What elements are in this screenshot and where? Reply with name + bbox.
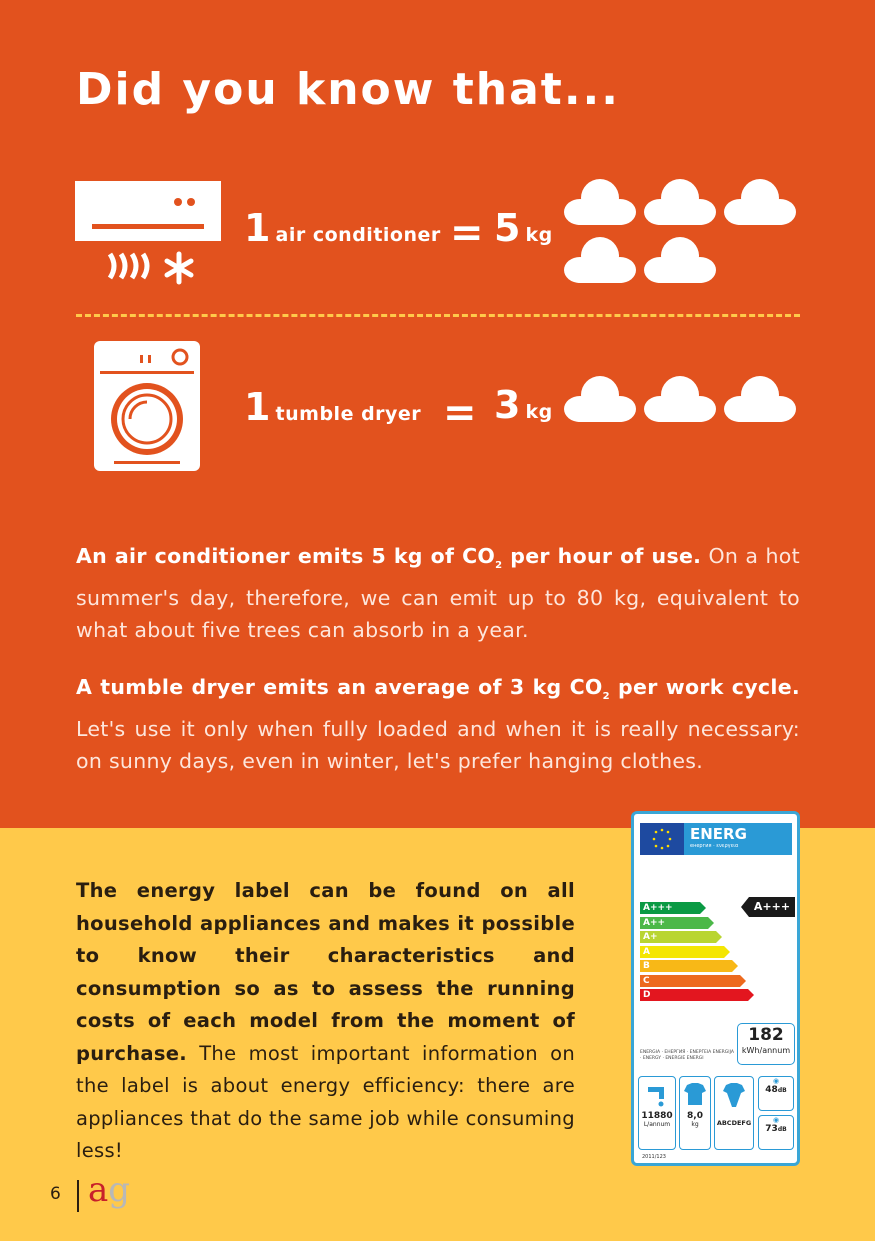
eu-flag-icon (640, 823, 684, 855)
ac-item: air conditioner (275, 224, 441, 246)
logo-letter-g: g (108, 1170, 131, 1210)
cloud-icon (644, 237, 716, 283)
dryer-amount: 3 (494, 383, 521, 427)
dryer-unit: kg (525, 401, 553, 423)
energy-class-bars (640, 902, 748, 1004)
energy-class-bar: A (640, 946, 724, 958)
energy-paragraph-text: The most important information on the label is about energy efficiency: there are appliances that do the same job while consuming less! (76, 1041, 575, 1162)
energy-languages: ENERGIA · ЕНЕРГИЯ · ΕΝΕΡΓΕΙΑ ENERGIJA · ENERGY · ENERGIE ENERGI (640, 1050, 734, 1061)
regulation-number: 2011/123 (642, 1154, 666, 1160)
dryer-paragraph-text: Let's use it only when fully loaded and when it is really necessary: on sunny days, even in winter, let's prefer hanging clothes. (76, 717, 800, 774)
dryer-paragraph-sub: 2 (602, 691, 610, 703)
noise-icon: ◉ (772, 1077, 780, 1085)
ac-paragraph-text: On a hot summer's day, therefore, we can emit up to 80 kg, equivalent to what about five trees can absorb in a year. (76, 544, 800, 643)
shirt-icon (680, 1081, 710, 1111)
co2-clouds-ac (560, 178, 805, 293)
water-unit: L/annum (643, 1121, 671, 1128)
energy-label-paragraph (76, 875, 575, 1168)
energy-label-subtitle: енергия · ενεργεια (690, 843, 739, 849)
energy-class-bar: D (640, 989, 748, 1001)
kwh-unit: kWh/annum (741, 1046, 791, 1055)
energy-label-title: ENERG (690, 825, 747, 843)
ac-amount: 5 (494, 206, 521, 250)
ac-paragraph-bold-b: per hour of use. (502, 544, 702, 568)
washing-machine-icon (94, 341, 202, 473)
noise-spin-unit: dB (777, 1126, 787, 1133)
energy-paragraph-bold: The energy label can be found on all household appliances and makes it possible to know their characteristics and consumption so as to assess the running costs of each model from the moment of purchase. (76, 879, 575, 1065)
dryer-item: tumble dryer (275, 403, 422, 425)
dryer-count: 1 (244, 385, 271, 429)
ac-paragraph-bold-a: An air conditioner emits 5 kg of CO (76, 544, 496, 568)
dryer-paragraph (76, 671, 800, 777)
energy-class-bar: A++ (640, 917, 708, 929)
cloud-icon (564, 179, 636, 225)
ac-amount-label (494, 206, 553, 250)
ac-paragraph (76, 540, 800, 646)
dryer-amount-label (494, 383, 553, 427)
spin-class: ABCDEFG (716, 1119, 752, 1127)
co2-clouds-dryer (560, 375, 805, 431)
noise-spin-box (758, 1115, 794, 1150)
energy-label-image (631, 811, 800, 1166)
dryer-paragraph-bold-b: per work cycle. (609, 675, 800, 699)
ac-label (244, 206, 441, 250)
energy-rating-arrow: A+++ (749, 897, 795, 917)
kwh-box (737, 1023, 795, 1065)
ac-count: 1 (244, 206, 271, 250)
spin-shirt-icon (715, 1081, 753, 1111)
capacity-unit: kg (691, 1121, 699, 1128)
dryer-equals: = (443, 390, 477, 436)
publisher-logo (88, 1170, 130, 1210)
page-title: Did you know that... (76, 64, 620, 115)
ac-unit: kg (525, 224, 553, 246)
dryer-label (244, 385, 421, 429)
noise-icon: ◉ (772, 1116, 780, 1124)
noise-wash-unit: dB (777, 1087, 787, 1094)
cloud-icon (724, 179, 796, 225)
kwh-value: 182 (748, 1025, 784, 1045)
cloud-icon (564, 237, 636, 283)
spin-box (714, 1076, 754, 1150)
cloud-icon (644, 376, 716, 422)
ac-equals: = (450, 210, 484, 256)
energy-label-header (640, 823, 792, 855)
cloud-icon (644, 179, 716, 225)
footer-divider (77, 1180, 79, 1212)
energy-class-bar: B (640, 960, 732, 972)
capacity-value: 8,0 (687, 1111, 703, 1121)
noise-spin-value: 73 (765, 1124, 778, 1134)
ac-paragraph-sub: 2 (495, 560, 503, 572)
energy-class-bar: A+++ (640, 902, 700, 914)
dryer-paragraph-bold-a: A tumble dryer emits an average of 3 kg CO (76, 675, 603, 699)
water-box (638, 1076, 676, 1150)
energy-class-bar: C (640, 975, 740, 987)
logo-letter-a: a (88, 1170, 109, 1210)
water-value: 11880 (641, 1111, 673, 1121)
capacity-box (679, 1076, 711, 1150)
water-tap-icon (639, 1081, 675, 1111)
cloud-icon (724, 376, 796, 422)
dashed-divider (76, 314, 800, 317)
noise-wash-value: 48 (765, 1085, 778, 1095)
energy-class-bar: A+ (640, 931, 716, 943)
cloud-icon (564, 376, 636, 422)
page-number: 6 (50, 1184, 61, 1204)
noise-wash-box (758, 1076, 794, 1111)
air-conditioner-icon (74, 180, 224, 288)
